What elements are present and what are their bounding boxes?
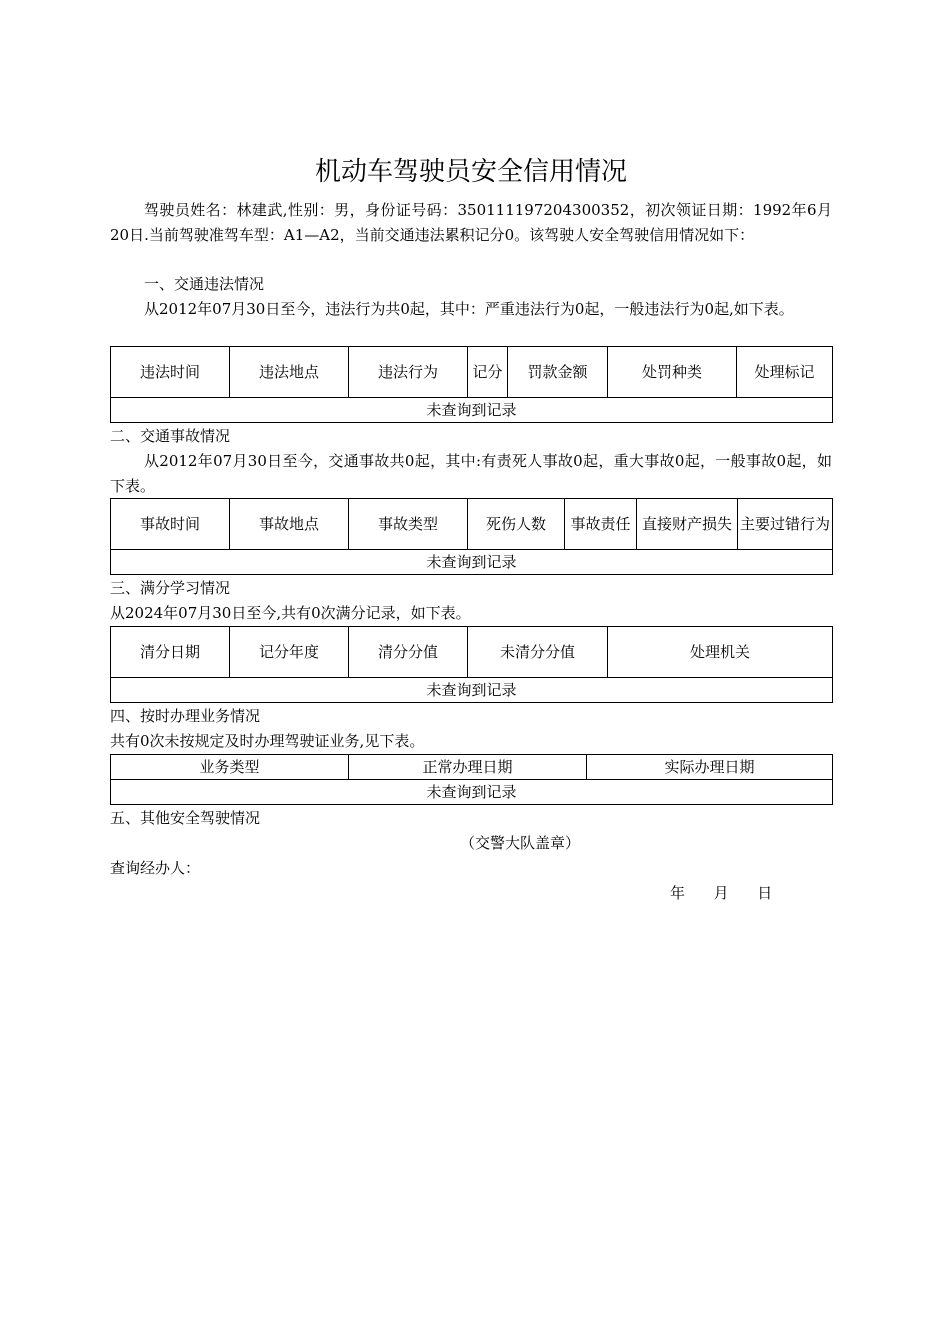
header-cell: 处罚种类 [608, 347, 737, 398]
document-title: 机动车驾驶员安全信用情况 [314, 157, 627, 187]
date-line: 年 月 日 [670, 884, 773, 902]
section3-heading: 三、满分学习情况 [110, 579, 231, 597]
violation-table [110, 346, 833, 423]
header-cell: 处理标记 [737, 347, 833, 398]
header-cell: 业务类型 [111, 755, 349, 780]
section4-text: 共有0次未按规定及时办理驾驶证业务,见下表。 [110, 732, 425, 750]
violation-table-header [111, 347, 833, 398]
header-cell: 主要过错行为 [738, 499, 833, 550]
intro-paragraph: 驾驶员姓名：林建武,性别：男，身份证号码：350111197204300352，初次领证日期：1992年6月20日.当前驾驶准驾车型：A1—A2，当前交通违法累积记分0。该驾驶人安全驾驶信用情况如下： [110, 201, 832, 244]
header-cell: 事故责任 [565, 499, 637, 550]
accident-table-header [111, 499, 833, 550]
section3-text: 从2024年07月30日至今,共有0次满分记录，如下表。 [110, 604, 471, 622]
section1-text: 从2012年07月30日至今，违法行为共0起，其中：严重违法行为0起，一般违法行为0起,如下表。 [144, 300, 794, 318]
table-row [111, 678, 833, 703]
empty-record-cell: 未查询到记录 [111, 678, 833, 703]
table-row [111, 780, 833, 805]
header-cell: 罚款金额 [508, 347, 608, 398]
header-cell: 直接财产损失 [637, 499, 738, 550]
header-cell: 实际办理日期 [587, 755, 833, 780]
header-cell: 违法地点 [230, 347, 349, 398]
full-score-table [110, 626, 833, 703]
business-table-header [111, 755, 833, 780]
business-table [110, 754, 833, 805]
header-cell: 事故时间 [111, 499, 230, 550]
full-score-table-header [111, 627, 833, 678]
header-cell: 事故类型 [349, 499, 468, 550]
section2-heading: 二、交通事故情况 [110, 427, 231, 445]
section5-heading: 五、其他安全驾驶情况 [110, 809, 261, 827]
header-cell: 违法行为 [349, 347, 468, 398]
table-row [111, 398, 833, 423]
header-cell: 未清分分值 [468, 627, 608, 678]
header-cell: 记分 [468, 347, 508, 398]
section2-text: 从2012年07月30日至今，交通事故共0起，其中:有责死人事故0起，重大事故0起，一般事故0起，如下表。 [110, 452, 832, 495]
section4-heading: 四、按时办理业务情况 [110, 707, 261, 725]
section1-heading: 一、交通违法情况 [144, 275, 265, 293]
header-cell: 记分年度 [230, 627, 349, 678]
empty-record-cell: 未查询到记录 [111, 550, 833, 575]
header-cell: 事故地点 [230, 499, 349, 550]
accident-table [110, 498, 833, 575]
header-cell: 清分日期 [111, 627, 230, 678]
header-cell: 处理机关 [608, 627, 833, 678]
handler-label: 查询经办人： [110, 859, 201, 877]
header-cell: 清分分值 [349, 627, 468, 678]
header-cell: 正常办理日期 [349, 755, 587, 780]
table-row [111, 550, 833, 575]
stamp-note: （交警大队盖章） [460, 834, 581, 852]
empty-record-cell: 未查询到记录 [111, 398, 833, 423]
header-cell: 违法时间 [111, 347, 230, 398]
header-cell: 死伤人数 [468, 499, 565, 550]
empty-record-cell: 未查询到记录 [111, 780, 833, 805]
